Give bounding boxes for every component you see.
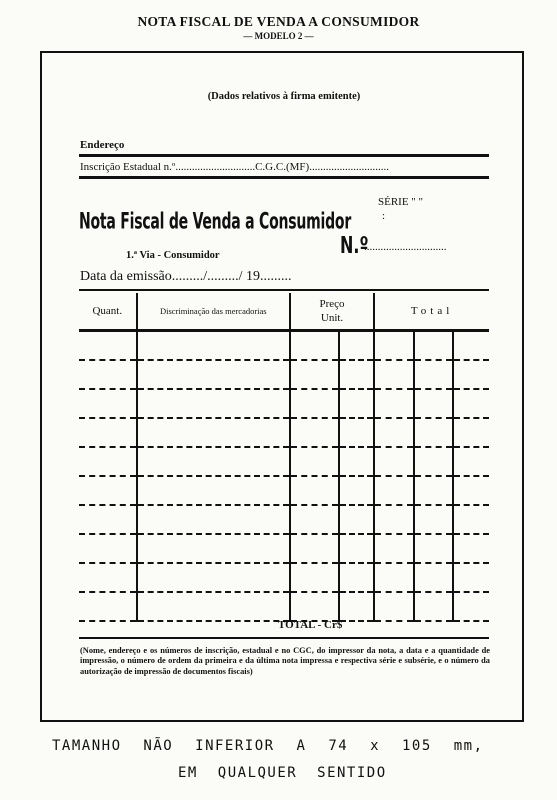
issue-date-line: Data da emissão........./........./ 19......... (80, 269, 292, 284)
cell (339, 360, 374, 389)
cell (374, 476, 414, 505)
cell (374, 360, 414, 389)
cell (79, 331, 137, 361)
cell (290, 534, 339, 563)
document-title: NOTA FISCAL DE VENDA A CONSUMIDOR (137, 14, 420, 29)
cell (137, 389, 290, 418)
cell (290, 592, 339, 621)
cell (290, 563, 339, 592)
document-subtitle: — MODELO 2 — (243, 31, 314, 41)
cell (453, 592, 489, 621)
cell (374, 418, 414, 447)
col-total-header: Total (374, 293, 489, 331)
cell (79, 447, 137, 476)
table-row (79, 447, 489, 476)
printer-info-note: (Nome, endereço e os números de inscrição, estadual e no CGC, do impressor da nota, a data e a quantidade de impressão, o número de ordem da primeira e da última nota impressa e respectiva série e subsérie, e o número da autorização de impressão de documentos fiscais) (80, 646, 490, 676)
table-row (79, 534, 489, 563)
col-description-header: Discriminação das mercadorias (137, 293, 290, 331)
size-requirement-line-2: EM QUALQUER SENTIDO (178, 765, 387, 781)
cell (79, 505, 137, 534)
table-row (79, 331, 489, 361)
cell (414, 447, 454, 476)
registration-line: Inscrição Estadual n.º.............................C.G.C.(MF)............................. (80, 161, 389, 173)
col-unit-label: Unit. (320, 312, 344, 324)
cell (374, 389, 414, 418)
col-quant-header: Quant. (79, 293, 137, 331)
cell (137, 331, 290, 361)
cell (414, 563, 454, 592)
registration-rule (79, 176, 489, 179)
address-rule (79, 154, 489, 157)
cell (137, 505, 290, 534)
cell (374, 534, 414, 563)
total-label: TOTAL - Cr$ (278, 619, 343, 631)
cell (339, 505, 374, 534)
cell (414, 476, 454, 505)
cell (414, 418, 454, 447)
cell (339, 476, 374, 505)
cell (453, 331, 489, 361)
cell (79, 418, 137, 447)
cell (79, 534, 137, 563)
cell (339, 447, 374, 476)
cell (290, 476, 339, 505)
cell (374, 592, 414, 621)
cell (414, 592, 454, 621)
cell (453, 389, 489, 418)
cell (137, 563, 290, 592)
cell (79, 476, 137, 505)
cell (453, 563, 489, 592)
cell (453, 447, 489, 476)
cell (414, 331, 454, 361)
cell (414, 389, 454, 418)
invoice-title: Nota Fiscal de Venda a Consumidor (79, 207, 352, 234)
cell (290, 505, 339, 534)
number-field: .............................. (364, 241, 447, 253)
table-row (79, 476, 489, 505)
cell (339, 592, 374, 621)
cell (290, 447, 339, 476)
cell (290, 331, 339, 361)
cell (453, 505, 489, 534)
cell (374, 331, 414, 361)
cell (137, 447, 290, 476)
cell (453, 534, 489, 563)
cell (374, 505, 414, 534)
items-table (79, 293, 489, 622)
cell (137, 592, 290, 621)
cell (339, 418, 374, 447)
cell (374, 563, 414, 592)
cell (79, 592, 137, 621)
cell (79, 360, 137, 389)
cell (290, 360, 339, 389)
size-requirement-line-1: TAMANHO NÃO INFERIOR A 74 x 105 mm, (52, 738, 484, 754)
number-label: N.º (340, 231, 369, 259)
copy-label: 1.ª Via - Consumidor (126, 250, 220, 261)
table-row (79, 418, 489, 447)
table-row (79, 505, 489, 534)
cell (374, 447, 414, 476)
total-rule (79, 637, 489, 639)
cell (339, 389, 374, 418)
table-row (79, 592, 489, 621)
cell (453, 360, 489, 389)
cell (339, 534, 374, 563)
issuer-data-caption: (Dados relativos à firma emitente) (207, 91, 361, 102)
table-row (79, 389, 489, 418)
cell (453, 418, 489, 447)
cell (339, 331, 374, 361)
cell (414, 505, 454, 534)
cell (137, 360, 290, 389)
cell (453, 476, 489, 505)
table-header-row (79, 293, 489, 331)
table-row (79, 360, 489, 389)
cell (137, 476, 290, 505)
cell (137, 418, 290, 447)
cell (339, 563, 374, 592)
cell (79, 563, 137, 592)
col-price-header (290, 293, 374, 331)
cell (79, 389, 137, 418)
cell (290, 418, 339, 447)
cell (137, 534, 290, 563)
cell (414, 534, 454, 563)
cell (414, 360, 454, 389)
table-row (79, 563, 489, 592)
invoice-form (40, 51, 524, 722)
cell (290, 389, 339, 418)
address-label: Endereço (80, 139, 125, 151)
series-label: SÉRIE " " (378, 196, 424, 208)
date-rule (79, 289, 489, 291)
col-price-label: Preço (319, 298, 345, 310)
series-marker: : (382, 210, 386, 222)
